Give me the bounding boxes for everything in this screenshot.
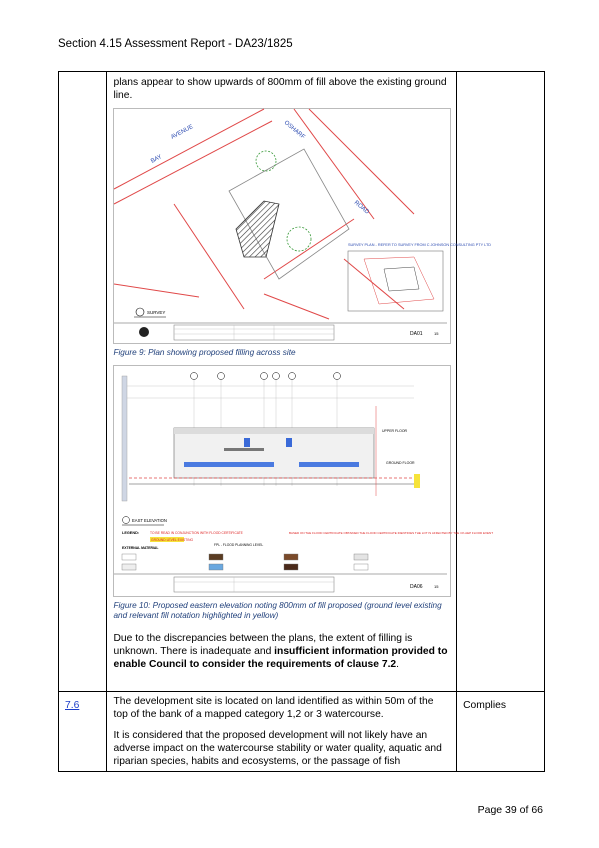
fpl-label: FPL - FLOOD PLANNING LEVEL [214, 542, 264, 547]
sheet-number: DA06 [410, 583, 423, 590]
status-complies: Complies [463, 700, 506, 711]
street-label: OSHARF [283, 119, 307, 141]
discrepancy-text: Due to the discrepancies between the plans, the extent of filling is unknown. There is inadequate and [113, 632, 413, 657]
status-cell [457, 692, 545, 772]
upper-floor-label: UPPER FLOOR [382, 428, 408, 433]
legend-title: LEGEND: [122, 530, 140, 535]
survey-note: SURVEY PLAN - REFER TO SURVEY FROM C JOHNSON CONSULTING PTY LTD [348, 243, 492, 247]
legend-ground-level: GROUND LEVEL EXISTING [151, 537, 194, 542]
view-label: EAST ELEVATION [132, 517, 168, 523]
clause-7-6-para2: It is considered that the proposed development will not likely have an adverse impact on the watercourse stability or water quality, aquatic and riparian species, habits and ecosystems, or the passage of fish [113, 730, 442, 767]
intro-paragraph: plans appear to show upwards of 800mm of fill above the existing ground line. [113, 77, 447, 101]
clause-7-6-link[interactable]: 7.6 [65, 700, 80, 711]
clause-cell [59, 72, 107, 692]
page-footer: Page 39 of 66 [477, 804, 543, 816]
red-note-left: TO BE READ IN CONJUNCTION WITH FLOOD CERTIFICATE [150, 530, 244, 535]
fill-area-hatch [236, 201, 279, 257]
figure-9-site-plan [113, 108, 492, 344]
insufficient-info-bold: insufficient information provided to enable Council to consider the requirements of clause 7.2 [113, 645, 448, 670]
sheet-number: DA01 [410, 331, 423, 337]
assessment-cell [107, 692, 457, 772]
site-plan-drawing [114, 109, 492, 343]
revision: 15 [434, 331, 439, 336]
status-cell [457, 72, 545, 692]
figure-10-elevation [113, 365, 494, 597]
revision: 15 [434, 583, 439, 589]
red-note-right: BASED ON THE FLOOD CERTIFICATE OBTAINED THE FLOOD CERTIFICATE IDENTIFIES THE LOT IS AFFECTED BY THE 1% AEP FLOOD EVENT [289, 530, 494, 535]
discrepancy-paragraph [107, 630, 456, 673]
assessment-table [58, 71, 545, 772]
ground-floor-label: GROUND FLOOR [386, 460, 416, 465]
page-header: Section 4.15 Assessment Report - DA23/1825 [58, 38, 293, 50]
clause-cell [59, 692, 107, 772]
assessment-cell [107, 72, 494, 692]
fill-highlight [414, 474, 420, 488]
external-material-label: EXTERNAL MATERIAL [122, 545, 159, 550]
street-label: ROAD [353, 199, 371, 216]
street-label: BAY [150, 154, 164, 165]
figure-9-caption: Figure 9: Plan showing proposed filling across site [113, 348, 296, 357]
figure-10-caption: Figure 10: Proposed eastern elevation noting 800mm of fill proposed (ground level existing and relevant fill notation highlighted in yellow) [113, 600, 442, 620]
clause-7-6-para1: The development site is located on land identified as within 50m of the top of the bank of a mapped category 1,2 or 3 watercourse. [113, 696, 434, 720]
view-label: SURVEY [147, 310, 166, 315]
table-row [59, 72, 545, 692]
elevation-drawing [114, 366, 494, 596]
street-label: AVENUE [170, 124, 195, 141]
discrepancy-end: . [396, 658, 400, 670]
table-row [59, 692, 545, 772]
